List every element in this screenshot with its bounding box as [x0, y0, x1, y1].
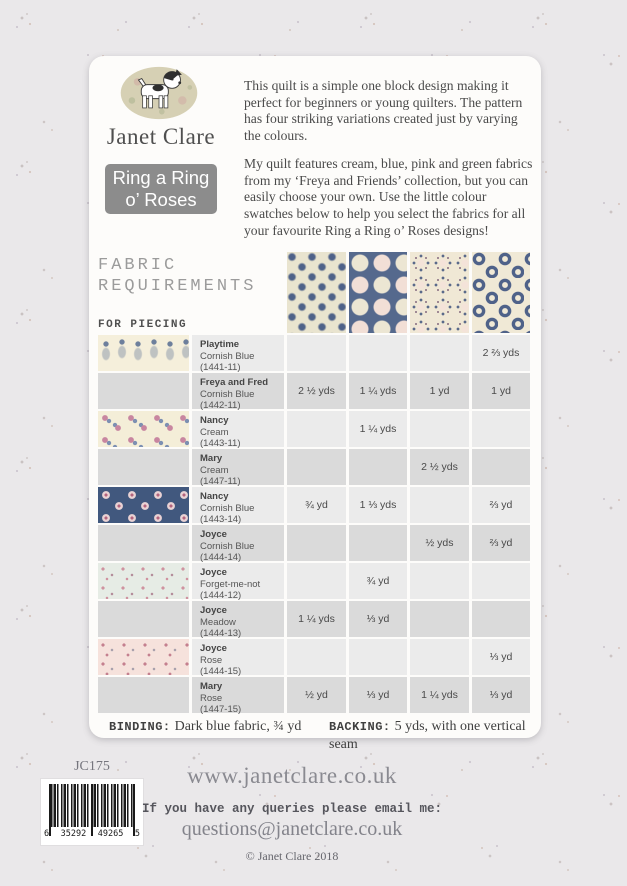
brand-name: Janet Clare — [106, 124, 216, 149]
fabric-swatch-joyce-forget-me-not — [98, 563, 189, 599]
fabric-colorway: Cornish Blue — [200, 540, 255, 552]
barcode-group1: 35292 — [60, 829, 87, 839]
fabric-swatch-joyce-cornish-blue — [98, 525, 189, 561]
yardage-cell — [349, 335, 407, 371]
yardage-cell: ½ yd — [287, 677, 346, 713]
fabric-swatch-playtime — [98, 335, 189, 371]
yardage-cell: 1 ¼ yds — [410, 677, 469, 713]
yardage-cell — [349, 525, 407, 561]
fabric-colorway: Meadow — [200, 616, 236, 628]
for-piecing-label: FOR PIECING — [98, 319, 188, 331]
copyright-notice: © Janet Clare 2018 — [245, 849, 339, 863]
fabric-name-cell — [192, 373, 284, 412]
yardage-cell — [287, 335, 346, 371]
website-url: www.janetclare.co.uk — [187, 763, 397, 788]
binding-label: BINDING: — [109, 720, 171, 734]
fabric-name-cell — [192, 639, 284, 678]
yardage-cell: ⅔ yd — [472, 487, 530, 523]
fabric-name: Joyce — [200, 567, 227, 578]
yardage-cell — [410, 335, 469, 371]
fabric-name-cell — [192, 601, 284, 640]
fabric-swatch-mary-cream — [98, 449, 189, 485]
yardage-cell — [349, 639, 407, 675]
fabric-name-cell — [192, 563, 284, 602]
barcode-left-digit: 6 — [44, 829, 50, 839]
fabric-code: (1442-11) — [200, 400, 241, 412]
column-swatch-snowball-block — [349, 252, 407, 333]
pattern-title-box — [105, 164, 217, 214]
fabric-swatch-mary-rose — [98, 677, 189, 713]
fabric-swatch-joyce-meadow — [98, 601, 189, 637]
product-code: JC175 — [74, 759, 110, 774]
column-swatch-square-ring — [472, 252, 530, 333]
fabric-requirements-heading-block — [98, 252, 284, 333]
yardage-cell: ⅓ yd — [472, 677, 530, 713]
fabric-name-cell — [192, 449, 284, 488]
fabric-code: (1444-14) — [200, 552, 242, 564]
fabric-colorway: Cornish Blue — [200, 350, 255, 362]
yardage-cell: 1 ¼ yds — [349, 373, 407, 409]
fabric-name-cell — [192, 677, 284, 716]
yardage-cell — [410, 639, 469, 675]
fabric-name: Joyce — [200, 605, 227, 616]
yardage-cell: 1 yd — [410, 373, 469, 409]
fabric-colorway: Cornish Blue — [200, 502, 255, 514]
heading-line-1: FABRIC — [98, 256, 178, 275]
fabric-swatch-freya-and-fred — [98, 373, 189, 409]
yardage-cell — [410, 487, 469, 523]
yardage-cell: ⅔ yd — [472, 525, 530, 561]
binding-value: Dark blue fabric, ¾ yd — [174, 719, 302, 734]
fabric-name: Mary — [200, 453, 223, 464]
barcode — [41, 779, 143, 845]
fabric-name: Freya and Fred — [200, 377, 269, 388]
barcode-right-digit: 5 — [134, 829, 140, 839]
yardage-cell — [287, 563, 346, 599]
column-swatch-dotted-ring — [410, 252, 469, 333]
pattern-title-line1: Ring a Ring — [112, 166, 210, 188]
fabric-code: (1444-13) — [200, 628, 242, 640]
fabric-name: Nancy — [200, 415, 229, 426]
intro-paragraph-1: This quilt is a simple one block design making it perfect for beginners or young quilters. The pattern has four striking variations created just by varying the colours. — [244, 78, 523, 144]
fabric-colorway: Cornish Blue — [200, 388, 255, 400]
fabric-colorway: Rose — [200, 692, 223, 704]
intro-text — [244, 78, 534, 250]
yardage-cell: ½ yds — [410, 525, 469, 561]
heading-line-2: REQUIREMENTS — [98, 277, 257, 296]
backing-value: 5 yds, with one vertical seam — [329, 719, 526, 752]
yardage-cell: 1 yd — [472, 373, 530, 409]
fabric-code: (1441-11) — [200, 362, 241, 374]
fabric-colorway: Rose — [200, 654, 223, 666]
fabric-swatch-joyce-rose — [98, 639, 189, 675]
yardage-cell: 1 ⅓ yds — [349, 487, 407, 523]
fabric-name: Joyce — [200, 529, 227, 540]
yardage-cell: 1 ¼ yds — [287, 601, 346, 637]
yardage-cell: ¾ yd — [349, 563, 407, 599]
backing-label: BACKING: — [329, 720, 391, 734]
fabric-name-cell — [192, 487, 284, 526]
email-address: questions@janetclare.co.uk — [181, 818, 403, 840]
yardage-cell: 1 ¼ yds — [349, 411, 407, 447]
yardage-cell: ⅓ yd — [349, 677, 407, 713]
yardage-cell — [287, 449, 346, 485]
fabric-name-cell — [192, 411, 284, 450]
yardage-cell — [472, 601, 530, 637]
yardage-cell — [287, 411, 346, 447]
yardage-cell — [472, 449, 530, 485]
fabric-name-cell — [192, 335, 284, 374]
fabric-name: Joyce — [200, 643, 227, 654]
intro-paragraph-2: My quilt features cream, blue, pink and green fabrics from my ‘Freya and Friends’ collection, but you can easily choose your own. Use the little colour swatches below to help you select the fabrics for all your favourite Ring a Ring o’ Roses designs! — [244, 155, 533, 238]
yardage-cell: ¾ yd — [287, 487, 346, 523]
main-card — [89, 56, 541, 752]
yardage-cell — [472, 563, 530, 599]
yardage-cell — [410, 601, 469, 637]
yardage-cell — [287, 639, 346, 675]
yardage-cell — [410, 563, 469, 599]
fabric-colorway: Cream — [200, 426, 229, 438]
janet-clare-logo — [117, 62, 201, 124]
barcode-group2: 49265 — [97, 829, 124, 839]
fabric-code: (1447-15) — [200, 704, 242, 716]
fabric-code: (1447-11) — [200, 476, 241, 488]
yardage-cell: 2 ⅔ yds — [472, 335, 530, 371]
yardage-cell: 2 ½ yds — [287, 373, 346, 409]
pattern-title-line2: o’ Roses — [125, 189, 197, 210]
contact-note: If you have any queries please email me: — [141, 802, 443, 816]
binding-backing-row — [89, 717, 541, 752]
yardage-cell — [472, 411, 530, 447]
fabric-swatch-nancy-cream — [98, 411, 189, 447]
fabric-code: (1443-11) — [200, 438, 241, 450]
fabric-name: Nancy — [200, 491, 229, 502]
fabric-swatch-nancy-cornish-blue — [98, 487, 189, 523]
barcode-digits — [41, 829, 143, 839]
fabric-name-cell — [192, 525, 284, 564]
yardage-cell — [410, 411, 469, 447]
fabric-colorway: Forget-me-not — [200, 578, 261, 590]
yardage-cell: 2 ½ yds — [410, 449, 469, 485]
yardage-cell: ⅓ yd — [349, 601, 407, 637]
column-swatch-navy-dot-check — [287, 252, 346, 333]
fabric-code: (1444-12) — [200, 590, 242, 602]
fabric-code: (1444-15) — [200, 666, 242, 678]
fabric-code: (1443-14) — [200, 514, 242, 526]
fabric-colorway: Cream — [200, 464, 229, 476]
yardage-cell — [349, 449, 407, 485]
fabric-requirements-table — [98, 252, 530, 716]
fabric-name: Playtime — [200, 339, 240, 350]
yardage-cell — [287, 525, 346, 561]
yardage-cell: ⅓ yd — [472, 639, 530, 675]
fabric-name: Mary — [200, 681, 223, 692]
